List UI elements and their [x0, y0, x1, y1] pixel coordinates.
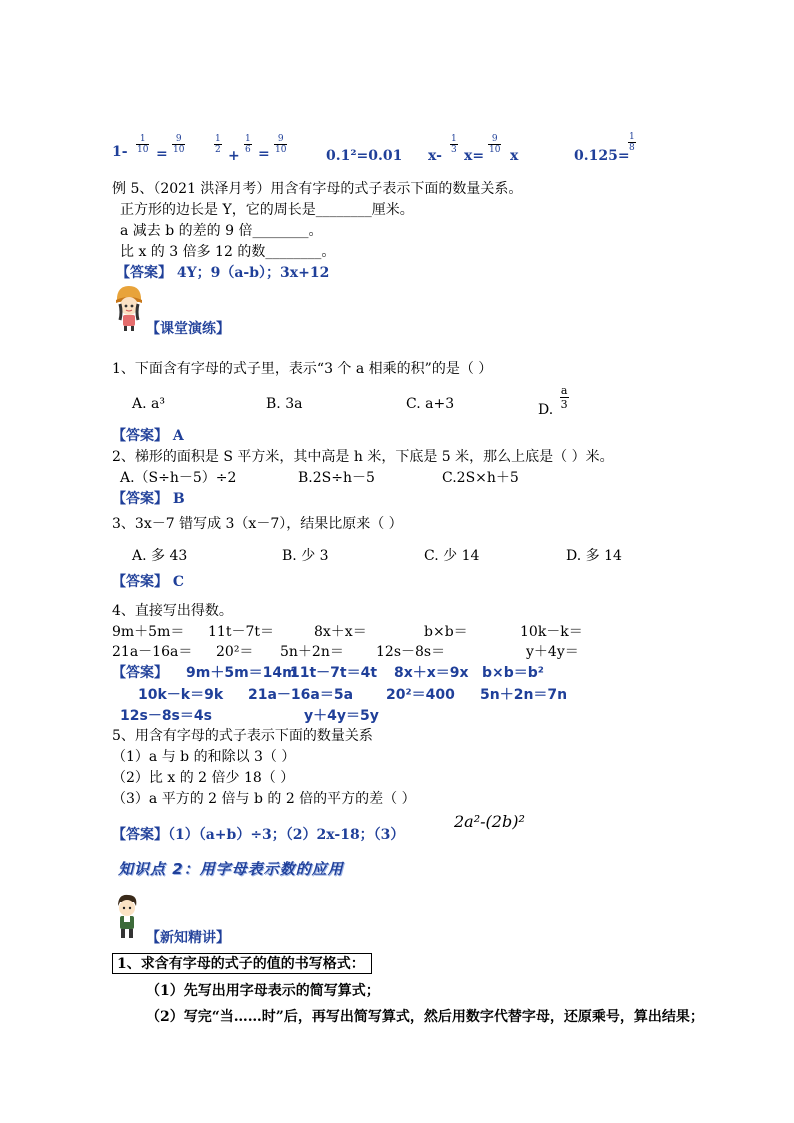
- q2-answer: 【答案】 B: [112, 491, 185, 507]
- q2-text: 2、梯形的面积是 S 平方米，其中高是 h 米，下底是 5 米，那么上底是（ ）米。: [112, 449, 614, 465]
- q3-option-d: D. 多 14: [566, 548, 622, 564]
- q3-option-a: A. 多 43: [132, 548, 188, 564]
- q1-option-b: B. 3a: [266, 396, 303, 412]
- knowledge-point-title: 知识点 2：用字母表示数的应用: [118, 860, 344, 878]
- q1-option-a: A. a³: [132, 396, 165, 412]
- q4-answer-item: 5n＋2n＝7n: [480, 687, 568, 703]
- expr5-frac: $\frac{1}{8}$: [629, 132, 635, 153]
- expr2-frac3: $\frac{9}{10}$: [275, 134, 287, 155]
- q5-answer-formula: 2a²-(2b)²: [454, 812, 525, 831]
- q4-answer-item: 20²＝400: [386, 687, 455, 703]
- q4-row2-item: 12s－8s＝: [376, 644, 446, 660]
- q4-row1-item: 8x＋x＝: [314, 624, 367, 640]
- q5-text: 5、用含有字母的式子表示下面的数量关系: [112, 728, 373, 744]
- expr1-eq: =: [156, 146, 168, 162]
- answer-text: 4Y；9（a-b）；3x+12: [176, 265, 330, 281]
- expr4-frac2: $\frac{9}{10}$: [489, 134, 501, 155]
- q4-row1-item: 11t－7t＝: [208, 624, 274, 640]
- q5-answer: 【答案】（1）（a+b）÷3；（2）2x-18；（3）: [112, 827, 405, 843]
- q2-option-b: B.2S÷h－5: [298, 470, 375, 486]
- q4-answer-item: 12s－8s＝4s: [120, 708, 212, 724]
- example5-title: 例 5、（2021 洪泽月考）用含有字母的式子表示下面的数量关系。: [112, 181, 523, 197]
- q4-answer-item: 11t－7t＝4t: [290, 665, 378, 681]
- q1-option-c: C. a+3: [406, 396, 455, 412]
- rule-step1: （1）先写出用字母表示的简写算式；: [146, 983, 380, 999]
- q4-answer-item: 8x＋x＝9x: [394, 665, 469, 681]
- q4-answer-item: 21a－16a＝5a: [248, 687, 354, 703]
- example5-line1: 正方形的边长是 Y，它的周长是________厘米。: [120, 202, 414, 218]
- practice-heading: 【课堂演练】: [146, 321, 230, 337]
- answer-label: 【答案】: [112, 665, 168, 681]
- q2-option-c: C.2S×h＋5: [442, 470, 519, 486]
- q4-answer-item: b×b＝b²: [482, 665, 544, 681]
- q4-row2-item: y＋4y＝: [526, 644, 579, 660]
- expr3: 0.1²=0.01: [326, 148, 403, 164]
- expr4-frac1: $\frac{1}{3}$: [451, 134, 457, 155]
- example5-line2: a 减去 b 的差的 9 倍________。: [120, 223, 323, 239]
- boy-mascot-icon: [112, 892, 142, 940]
- q4-text: 4、直接写出得数。: [112, 603, 233, 619]
- expr2-frac2: $\frac{1}{6}$: [245, 134, 251, 155]
- q3-option-c: C. 少 14: [424, 548, 480, 564]
- q1-text: 1、下面含有字母的式子里，表示“3 个 a 相乘的积”的是（ ）: [112, 361, 493, 377]
- q4-row1-item: b×b＝: [424, 624, 468, 640]
- girl-mascot-icon: [112, 284, 146, 332]
- q4-row1-item: 10k－k＝: [520, 624, 583, 640]
- q3-text: 3、3x－7 错写成 3（x－7），结果比原来（ ）: [112, 516, 403, 532]
- q4-answer-row1: [112, 662, 168, 682]
- q4-answer-item: 10k－k＝9k: [138, 687, 224, 703]
- q3-option-b: B. 少 3: [282, 548, 329, 564]
- expr4-post: x: [510, 148, 519, 164]
- q4-answer-item: 9m＋5m＝14m: [186, 665, 297, 681]
- rule-title: 1、求含有字母的式子的值的书写格式：: [112, 953, 372, 973]
- q4-row2-item: 5n＋2n＝: [280, 644, 344, 660]
- example5-answer: [116, 262, 329, 282]
- expr2-plus: +: [228, 148, 240, 164]
- q1-option-d: D. $\frac{a}{3}$: [538, 384, 568, 418]
- q4-row1-item: 9m＋5m＝: [112, 624, 185, 640]
- rule-step2: （2）写完“当……时”后，再写出简写算式，然后用数字代替字母，还原乘号，算出结果；: [146, 1009, 704, 1025]
- expr2-eq: =: [258, 146, 270, 162]
- answer-label: 【答案】: [116, 265, 172, 281]
- expr4-mid: x=: [464, 148, 485, 164]
- q5-item1: （1）a 与 b 的和除以 3（ ）: [112, 749, 296, 765]
- expr4-pre: x-: [428, 148, 442, 164]
- expr5: 0.125=: [574, 148, 630, 164]
- q4-row2-item: 21a－16a＝: [112, 644, 193, 660]
- expr1-frac2: $\frac{9}{10}$: [173, 134, 185, 155]
- new-knowledge-heading: 【新知精讲】: [146, 930, 230, 946]
- expr1: 1-: [112, 144, 128, 160]
- q2-option-a: A.（S÷h－5）÷2: [120, 470, 237, 486]
- q1-answer: 【答案】 A: [112, 428, 184, 444]
- q3-answer: 【答案】 C: [112, 574, 185, 590]
- q5-item2: （2）比 x 的 2 倍少 18（ ）: [112, 770, 295, 786]
- expr1-frac1: $\frac{1}{10}$: [137, 134, 149, 155]
- q5-item3: （3）a 平方的 2 倍与 b 的 2 倍的平方的差（ ）: [112, 791, 416, 807]
- q1-option-d-fraction: $\frac{a}{3}$: [560, 384, 568, 411]
- expr2-frac1: $\frac{1}{2}$: [215, 134, 221, 155]
- example5-line3: 比 x 的 3 倍多 12 的数________。: [120, 244, 336, 260]
- q4-row2-item: 20²＝: [216, 644, 254, 660]
- q4-answer-item: y＋4y＝5y: [304, 708, 379, 724]
